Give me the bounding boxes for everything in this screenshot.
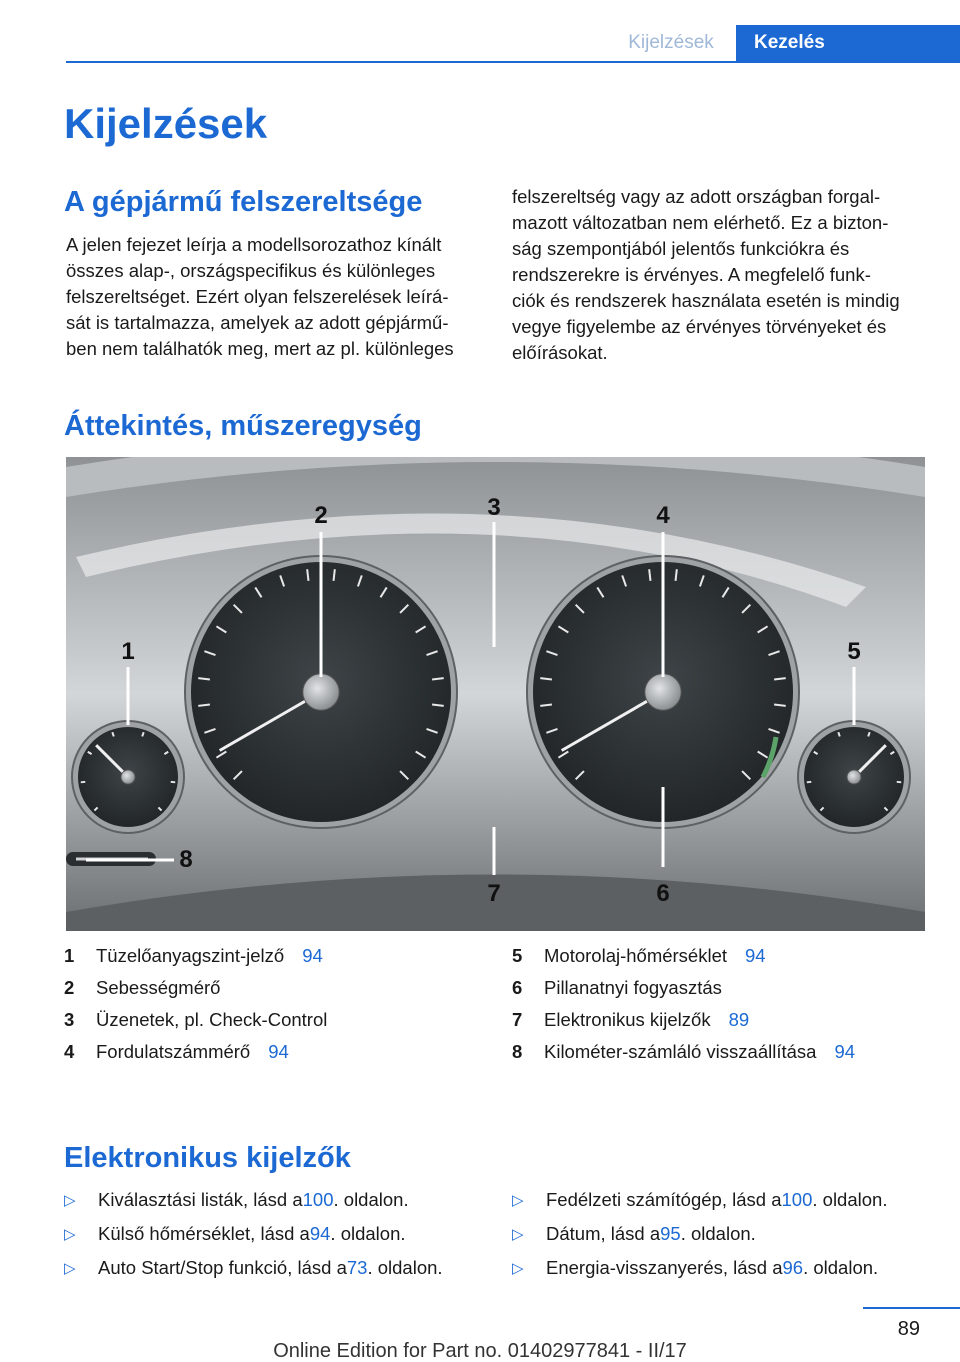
legend-text: Fordulatszámmérő	[96, 1041, 251, 1062]
triangle-bullet-icon: ▷	[64, 1260, 76, 1277]
text-line: összes alap-, országspecifikus és különleges	[66, 260, 436, 281]
text-line: ság szempontjából jelentős funkciókra és	[512, 238, 850, 259]
speedometer-hub	[303, 674, 339, 710]
legend-text: Sebességmérő	[96, 977, 221, 998]
legend-text: Tüzelőanyagszint-jelző	[96, 945, 285, 966]
page-reference-link[interactable]: 94	[268, 1041, 289, 1062]
tachometer-hub	[645, 674, 681, 710]
speedometer-tick	[432, 705, 444, 706]
list-item-text: Dátum, lásd a	[546, 1223, 661, 1244]
list-item-text: Kiválasztási listák, lásd a	[98, 1189, 303, 1210]
list-item	[512, 1251, 887, 1285]
equipment-text-left	[66, 232, 454, 362]
legend-row	[512, 1004, 855, 1036]
header-tabs	[606, 25, 960, 61]
fuel-gauge-tick	[81, 782, 85, 783]
legend-right	[512, 940, 855, 1068]
text-line: sát is tartalmazza, amelyek az adott gépjármű-	[66, 312, 449, 333]
legend-number: 1	[64, 945, 75, 966]
list-item-text-end: . oldalon.	[333, 1189, 409, 1210]
legend-row	[64, 972, 327, 1004]
oil-temp-gauge-hub	[847, 770, 861, 784]
oil-temp-gauge-tick	[838, 732, 839, 736]
text-line: felszereltség vagy az adott országban forgal-	[512, 186, 881, 207]
fuel-gauge-tick	[171, 782, 175, 783]
speedometer-tick	[432, 678, 444, 679]
equipment-text-right	[512, 184, 900, 366]
speedometer-tick	[307, 569, 308, 581]
list-item-text-end: . oldalon.	[803, 1257, 879, 1278]
tachometer-tick	[540, 678, 552, 679]
tachometer-tick	[774, 678, 786, 679]
tachometer-tick	[540, 705, 552, 706]
callout-number-1: 1	[121, 638, 135, 665]
legend-left	[64, 940, 327, 1068]
legend-number: 4	[64, 1041, 75, 1062]
legend-number: 6	[512, 977, 523, 998]
tab-section[interactable]: Kijelzések	[628, 32, 714, 53]
list-item-text: Külső hőmérséklet, lásd a	[98, 1223, 310, 1244]
list-item-text: Energia-visszanyerés, lásd a	[546, 1257, 783, 1278]
section-heading-equipment: A gépjármű felszereltsége	[64, 186, 423, 218]
tachometer-tick	[649, 569, 650, 581]
triangle-bullet-icon: ▷	[512, 1226, 524, 1243]
fuel-gauge-hub	[121, 770, 135, 784]
page-reference-link[interactable]: 73	[346, 1257, 368, 1278]
page-number: 89	[897, 1318, 920, 1340]
legend-text: Motorolaj-hőmérséklet	[544, 945, 728, 966]
tachometer-tick	[676, 569, 677, 581]
callout-number-7: 7	[487, 880, 501, 907]
oil-temp-gauge-tick	[807, 782, 811, 783]
callout-number-3: 3	[487, 494, 501, 521]
legend-row	[64, 1004, 327, 1036]
legend-row	[512, 972, 855, 1004]
list-item-text: Auto Start/Stop funkció, lásd a	[98, 1257, 347, 1278]
section-heading-electronic-displays: Elektronikus kijelzők	[64, 1142, 351, 1174]
legend-number: 7	[512, 1009, 523, 1030]
bullet-list-left	[64, 1183, 443, 1285]
legend-text: Üzenetek, pl. Check-Control	[96, 1009, 328, 1030]
list-item	[64, 1251, 443, 1285]
page-reference-link[interactable]: 100	[781, 1189, 813, 1210]
list-item-text: Fedélzeti számítógép, lásd a	[546, 1189, 782, 1210]
text-line: előírásokat.	[512, 342, 608, 363]
legend-number: 8	[512, 1041, 523, 1062]
fuel-gauge-tick	[142, 732, 143, 736]
triangle-bullet-icon: ▷	[512, 1192, 524, 1209]
legend-number: 2	[64, 977, 75, 998]
tab-chapter[interactable]: Kezelés	[736, 25, 960, 61]
list-item-text-end: . oldalon.	[812, 1189, 888, 1210]
tachometer-tick	[774, 705, 786, 706]
list-item-text-end: . oldalon.	[680, 1223, 756, 1244]
text-line: felszereltséget. Ezért olyan felszerelések leírá-	[66, 286, 449, 307]
text-line: ciók és rendszerek használata esetén is mindig	[512, 290, 900, 311]
list-item	[64, 1183, 443, 1217]
legend-row	[512, 1036, 855, 1068]
legend-row	[512, 940, 855, 972]
header-rule	[66, 61, 960, 63]
text-line: ben nem találhatók meg, mert az pl. különleges	[66, 338, 454, 359]
page-reference-link[interactable]: 94	[302, 945, 323, 966]
text-line: rendszerekre is érvényes. A megfelelő funk-	[512, 264, 871, 285]
triangle-bullet-icon: ▷	[64, 1192, 76, 1209]
legend-row	[64, 1036, 327, 1068]
legend-row	[64, 940, 327, 972]
page-reference-link[interactable]: 96	[782, 1257, 804, 1278]
page-reference-link[interactable]: 94	[834, 1041, 856, 1062]
triangle-bullet-icon: ▷	[64, 1226, 76, 1243]
legend-text: Elektronikus kijelzők	[544, 1009, 711, 1030]
callout-number-5: 5	[847, 638, 861, 665]
page-reference-link[interactable]: 89	[728, 1009, 750, 1030]
oil-temp-gauge-tick	[868, 732, 869, 736]
page-title: Kijelzések	[64, 100, 268, 147]
legend-text: Pillanatnyi fogyasztás	[544, 977, 722, 998]
fuel-gauge-tick	[112, 732, 113, 736]
text-line: mazott változatban nem elérhető. Ez a bizton-	[512, 212, 889, 233]
text-line: vegye figyelembe az érvényes törvényeket és	[512, 316, 887, 337]
legend-number: 3	[64, 1009, 75, 1030]
instrument-cluster-photo	[66, 457, 925, 931]
page-reference-link[interactable]: 100	[302, 1189, 334, 1210]
speedometer-tick	[198, 678, 210, 679]
oil-temp-gauge-tick	[897, 782, 901, 783]
legend-number: 5	[512, 945, 523, 966]
callout-number-6: 6	[656, 880, 670, 907]
callout-number-2: 2	[314, 502, 328, 529]
bullet-list-right	[512, 1183, 887, 1285]
list-item	[512, 1183, 887, 1217]
text-line: A jelen fejezet leírja a modellsorozathoz kínált	[66, 234, 442, 255]
callout-number-8: 8	[179, 846, 193, 873]
callout-number-4: 4	[656, 502, 670, 529]
page-reference-link[interactable]: 95	[660, 1223, 681, 1244]
triangle-bullet-icon: ▷	[512, 1260, 524, 1277]
list-item	[512, 1217, 887, 1251]
page-reference-link[interactable]: 94	[745, 945, 766, 966]
list-item	[64, 1217, 443, 1251]
speedometer-tick	[334, 569, 335, 581]
list-item-text-end: . oldalon.	[367, 1257, 443, 1278]
section-heading-overview: Áttekintés, műszeregység	[64, 410, 422, 442]
list-item-text-end: . oldalon.	[330, 1223, 406, 1244]
speedometer-tick	[198, 705, 210, 706]
footer-rule	[863, 1307, 960, 1309]
legend-text: Kilométer-számláló visszaállítása	[544, 1041, 817, 1062]
page-reference-link[interactable]: 94	[309, 1223, 331, 1244]
footer-edition: Online Edition for Part no. 01402977841 - II/17	[273, 1340, 687, 1362]
